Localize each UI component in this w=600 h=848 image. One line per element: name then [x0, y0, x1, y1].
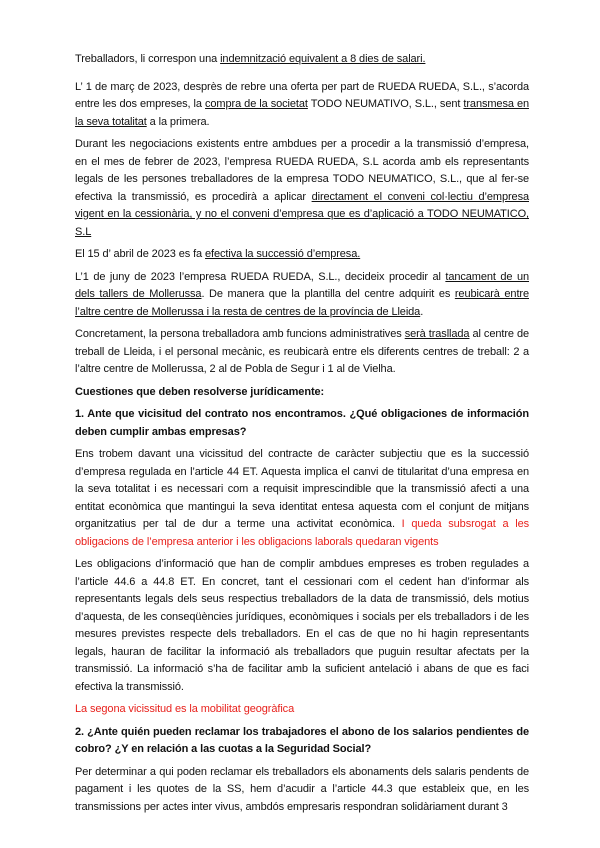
paragraph-2: [75, 79, 529, 132]
paragraph-1: [75, 51, 529, 69]
paragraph-10: Per determinar a qui poden reclamar els treballadors els abonaments dels salaris pendents de pagament i les quotes de la SS, hem d’acudir a l’article 44.3 que estableix que, en les transmissions per actes inter vivus, ambdós empresaris respondran solidàriament durant 3: [75, 765, 529, 813]
text: TODO NEUMATIVO, S.L., sent: [307, 98, 464, 110]
text: a la primera.: [146, 115, 210, 128]
paragraph-6: [75, 326, 529, 379]
highlighted-text: I queda subsrogat a les obligacions de l’empresa anterior i les obligacions laborals quedaran vigents: [75, 518, 529, 548]
paragraph-9: La segona vicissitud es la mobilitat geogràfica: [75, 703, 295, 715]
underlined-text: transmesa en la seva totalitat: [75, 98, 529, 128]
underlined-text: reubicarà entre l’altre centre de Mollerussa i la resta de centres de la província de Lleida: [75, 288, 529, 318]
text: L’1 de juny de 2023 l’empresa RUEDA RUEDA, S.L., decideix procedir al: [75, 270, 446, 283]
underlined-text: tancament de un dels tallers de Mollerussa: [75, 270, 530, 300]
text: El 15 d’ abril de 2023 es fa: [75, 248, 206, 260]
question-2: 2. ¿Ante quién pueden reclamar los trabajadores el abono de los salarios pendientes de cobro? ¿Y en relación a las cuotas a la Seguridad Social?: [75, 725, 529, 755]
text: al centre de treball de Lleida, i el personal mecànic, es reubicarà entre els diferents centres de treball: 2 a l’altre centre de Mollerussa, 2 al de Pobla de Segur i 1 al de Vielha.: [75, 328, 529, 375]
underlined-text: directament el conveni col·lectiu d’empresa vigent en la cessionària, y no el conveni d’empresa que es d’aplicació a TODO NEUMATICO, S.L: [75, 190, 529, 238]
text: L’ 1 de març de 2023, desprès de rebre una oferta per part de RUEDA RUEDA, S.L., s’acorda entre les dos empreses, la: [75, 80, 529, 110]
text: Treballadors, li correspon una: [75, 53, 221, 65]
underlined-text: indemnització equivalent a 8 dies de salari.: [220, 53, 426, 65]
underlined-text: serà traslladа: [404, 328, 470, 340]
section-heading: Cuestiones que deben resolverse jurídicamente:: [75, 385, 325, 398]
text: . De manera que la plantilla del centre adquirit es: [201, 288, 455, 300]
text: .: [420, 305, 424, 318]
paragraph-3: [75, 136, 529, 241]
paragraph-5: [75, 269, 529, 322]
paragraph-8: Les obligacions d’informació que han de complir ambdues empreses es troben regulades a l’article 44.6 a 44.8 ET. En concret, tant el cessionari com el cedent han d’informar als representants legals dels seus respectius treballadors de la data de transmissió, dels motius d’aquesta, de les conseqüències jurídiques, econòmiques i socials per els treballadors i de les mesures previstes respecte dels treballadors. En el cas de que no hi hagin representants legals, hauran de facilitar la informació als treballadors que puguin resultar afectats per la transmissió. La informació s’ha de facilitar amb la suficient antelació i abans de que es faci efectiva la transmissió.: [75, 558, 529, 693]
paragraph-4: [75, 246, 529, 264]
paragraph-7: [75, 446, 529, 551]
text: Concretament, la persona treballadora amb funcions administratives: [75, 328, 405, 340]
document-body: [75, 51, 529, 821]
text: Ens trobem davant una vicissitud del contracte de caràcter subjectiu que es la successió d’empresa regulada en l’article 44 ET. Aquesta implica el canvi de titularitat d’una empresa en la seva totalitat i es necessari com a requisit imprescindible que la transmissió afecti a una entitat econòmica que mantingui la seva identitat entesa aquesta com el conjunt de mitjans organitzatius per tal de dur a terme una activitat econòmica.: [75, 448, 529, 530]
underlined-text: efectiva la successió d’empresa.: [205, 248, 361, 260]
text: Durant les negociacions existents entre ambdues per a procedir a la transmissió d’empresa, en el mes de febrer de 2023, l’empresa RUEDA RUEDA, S.L acorda amb els representants legals de les persones treballadores de la empresa TODO NEUMATICO, S.L., que al fer-se efectiva la transmissió, es procedirà a aplicar: [75, 138, 529, 203]
question-1: 1. Ante que vicisitud del contrato nos encontramos. ¿Qué obligaciones de información deben cumplir ambas empresas?: [75, 408, 529, 438]
underlined-text: compra de la societat: [205, 98, 308, 110]
